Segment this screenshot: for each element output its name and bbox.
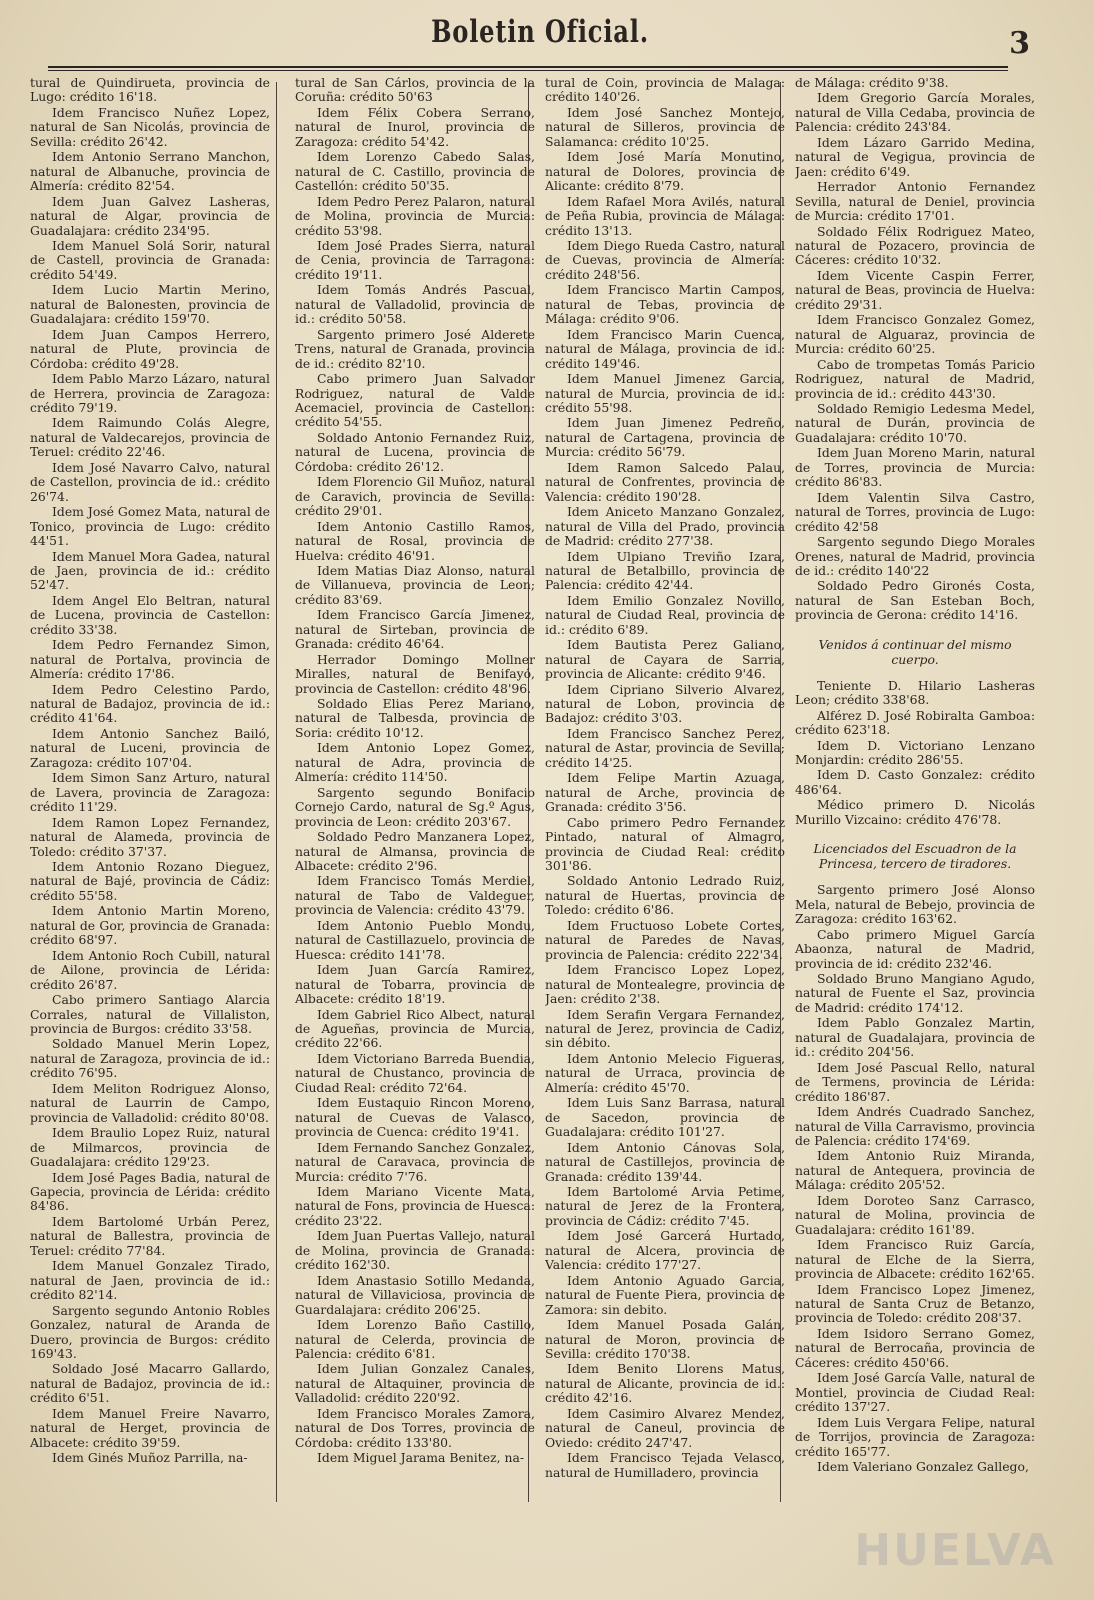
roster-entry: Idem José Pages Badia, natural de Gapecia, provincia de Lérida: crédito 84'86. [30,1169,270,1214]
roster-entry: Idem Cipriano Silverio Alvarez, natural de Lobon, provincia de Badajoz: crédito 3'03. [545,681,785,726]
roster-entry: tural de Coin, provincia de Malaga: crédito 140'26. [545,76,785,105]
page-number: 3 [1009,26,1030,61]
roster-entry: Idem Luis Vergara Felipe, natural de Torrijos, provincia de Zaragoza: crédito 165'77. [795,1414,1035,1459]
roster-entry: Idem Doroteo Sanz Carrasco, natural de Molina, provincia de Guadalajara: crédito 161'89. [795,1192,1035,1237]
roster-entry: Idem Vicente Caspin Ferrer, natural de Beas, provincia de Huelva: crédito 29'31. [795,267,1035,312]
roster-entry: Idem Manuel Mora Gadea, natural de Jaen, provincia de id.: crédito 52'47. [30,548,270,593]
roster-entry: Idem Juan Jimenez Pedreño, natural de Cartagena, provincia de Murcia: crédito 56'79. [545,415,785,460]
roster-entry: Idem Francisco Morales Zamora, natural de Dos Torres, provincia de Córdoba: crédito 133'80. [295,1405,535,1450]
roster-entry: Idem Matias Diaz Alonso, natural de Villanueva, provincia de Leon; crédito 83'69. [295,562,535,607]
roster-entry: Idem Braulio Lopez Ruiz, natural de Milmarcos, provincia de Guadalajara: crédito 129'23. [30,1125,270,1170]
roster-entry: Cabo primero Miguel García Abaonza, natural de Madrid, provincia de id: crédito 232'46. [795,926,1035,971]
section-heading: Venidos á continuar del mismo cuerpo. [818,636,1012,667]
roster-entry: Alférez D. José Robiralta Gamboa: crédito 623'18. [795,707,1035,738]
roster-entry: Cabo primero Santiago Alarcia Corrales, natural de Villaliston, provincia de Burgos: crédito 33'58. [30,992,270,1036]
roster-entry: Soldado Pedro Manzanera Lopez, natural de Almansa, provincia de Albacete: crédito 2'96. [295,829,535,874]
roster-entry: Idem Valeriano Gonzalez Gallego, [817,1458,1029,1474]
roster-entry: Idem Antonio Ruiz Miranda, natural de Antequera, provincia de Málaga: crédito 205'52. [795,1148,1035,1193]
roster-entry: tural de San Cárlos, provincia de la Coruña: crédito 50'63 [295,76,535,105]
roster-entry: Soldado José Macarro Gallardo, natural de Badajoz, provincia de id.: crédito 6'51. [30,1361,270,1406]
roster-entry: Idem Francisco Lopez Lopez, natural de Montealegre, provincia de Jaen: crédito 2'38. [545,962,785,1007]
roster-entry: Idem Antonio Roch Cubill, natural de Ailone, provincia de Lérida: crédito 26'87. [30,947,270,992]
text-column-2 [295,76,535,1516]
roster-entry: Idem Ulpiano Treviño Izara, natural de Betalbillo, provincia de Palencia: crédito 42'44. [545,548,785,593]
roster-entry: Idem Fructuoso Lobete Cortes, natural de Paredes de Navas, provincia de Palencia: crédito 222'34. [545,917,785,962]
roster-entry: Idem Antonio Rozano Dieguez, natural de Bajé, provincia de Cádiz: crédito 55'58. [30,859,270,903]
roster-entry: Idem José Pascual Rello, natural de Termens, provincia de Lérida: crédito 186'87. [795,1059,1035,1104]
roster-entry: Idem Antonio Sanchez Bailó, natural de Luceni, provincia de Zaragoza: crédito 107'04. [30,725,270,770]
roster-entry: Idem Serafin Vergara Fernandez, natural de Jerez, provincia de Cadiz, sin débito. [545,1006,785,1051]
roster-entry: Idem José García Valle, natural de Montiel, provincia de Ciudad Real: crédito 137'27. [795,1370,1035,1415]
roster-entry: Idem José Sanchez Montejo, natural de Silleros, provincia de Salamanca: crédito 10'25. [545,104,785,149]
roster-entry: Herrador Antonio Fernandez Sevilla, natural de Deniel, provincia de Murcia: crédito 17'01. [795,179,1035,224]
roster-entry: Idem Fernando Sanchez Gonzalez, natural de Caravaca, provincia de Murcia: crédito 7'76. [295,1139,535,1184]
roster-entry: Idem Victoriano Barreda Buendia, natural de Chustanco, provincia de Ciudad Real: crédito 72'64. [295,1050,535,1095]
roster-entry: Idem Lorenzo Baño Castillo, natural de Celerda, provincia de Palencia: crédito 6'81. [295,1317,535,1361]
roster-entry: Soldado Manuel Merin Lopez, natural de Zaragoza, provincia de id.: crédito 76'95. [30,1036,270,1081]
roster-entry: Idem Tomás Andrés Pascual, natural de Valladolid, provincia de id.: crédito 50'58. [295,282,535,327]
roster-entry: Idem Antonio Melecio Figueras, natural de Urraca, provincia de Almería: crédito 45'70. [545,1050,785,1095]
roster-entry: Idem Juan Campos Herrero, natural de Plute, provincia de Córdoba: crédito 49'28. [30,326,270,371]
roster-entry: Idem Bartolomé Urbán Perez, natural de Ballestra, provincia de Teruel: crédito 77'84. [30,1213,270,1258]
header-rule [48,66,1008,71]
roster-entry: Soldado Antonio Fernandez Ruiz, natural de Lucena, provincia de Córdoba: crédito 26'12. [295,429,535,474]
roster-entry: Idem Francisco Martin Campos, natural de Tebas, provincia de Málaga: crédito 9'06. [545,282,785,327]
roster-entry: Soldado Pedro Gironés Costa, natural de San Esteban Boch, provincia de Gerona: crédito 14'16. [795,578,1035,623]
text-column-4 [795,76,1035,1516]
roster-entry: Idem Francisco Marin Cuenca, natural de Málaga, provincia de id.: crédito 149'46. [545,326,785,371]
roster-entry: Idem Juan Puertas Vallejo, natural de Molina, provincia de Granada: crédito 162'30. [295,1228,535,1273]
roster-entry: Idem Gregorio García Morales, natural de Villa Cedaba, provincia de Palencia: crédito 243'84. [795,90,1035,135]
roster-entry: Idem Antonio Pueblo Mondu, natural de Castillazuelo, provincia de Huesca: crédito 141'78. [295,917,535,962]
roster-entry: Idem Florencio Gil Muñoz, natural de Caravich, provincia de Sevilla: crédito 29'01. [295,474,535,519]
roster-entry: Idem Antonio Martin Moreno, natural de Gor, provincia de Granada: crédito 68'97. [30,903,270,948]
roster-entry: Idem José Prades Sierra, natural de Cenia, provincia de Tarragona: crédito 19'11. [295,237,535,282]
roster-entry: Idem José Garcerá Hurtado, natural de Alcera, provincia de Valencia: crédito 177'27. [545,1228,785,1273]
roster-entry: Idem Casimiro Alvarez Mendez, natural de Caneul, provincia de Oviedo: crédito 247'47. [545,1405,785,1450]
roster-entry: Idem Felipe Martin Azuaga, natural de Arche, provincia de Granada: crédito 3'56. [545,770,785,815]
roster-entry: Sargento segundo Diego Morales Orenes, natural de Madrid, provincia de id.: crédito 140'22 [795,534,1035,578]
roster-entry: Idem Francisco Lopez Jimenez, natural de Santa Cruz de Betanzo, provincia de Toledo: crédito 208'37. [795,1281,1035,1326]
roster-entry: de Málaga: crédito 9'38. [795,76,949,90]
roster-entry: Idem José Navarro Calvo, natural de Castellon, provincia de id.: crédito 26'74. [30,459,270,504]
roster-entry: Idem Francisco Tomás Merdiel, natural de Tabo de Valdeguer, provincia de Valencia: crédito 43'79. [295,873,535,918]
roster-entry: Idem Aniceto Manzano Gonzalez, natural de Villa del Prado, provincia de Madrid: crédito 277'38. [545,504,785,549]
roster-entry: Soldado Félix Rodriguez Mateo, natural de Pozacero, provincia de Cáceres: crédito 10'32. [795,223,1035,268]
column-divider [276,82,277,1502]
roster-entry: Idem Bautista Perez Galiano, natural de Cayara de Sarria, provincia de Alicante: crédito 9'46. [545,637,785,682]
roster-entry: Idem Raimundo Colás Alegre, natural de Valdecarejos, provincia de Teruel: crédito 22'46. [30,415,270,460]
roster-entry: Idem José Gomez Mata, natural de Tonico, provincia de Lugo: crédito 44'51. [30,504,270,549]
text-column-3 [545,76,785,1516]
roster-entry: Soldado Elias Perez Mariano, natural de Talbesda, provincia de Soria: crédito 10'12. [295,696,535,740]
roster-entry: Idem Gabriel Rico Albect, natural de Agueñas, provincia de Murcia, crédito 22'66. [295,1006,535,1051]
roster-entry: Sargento segundo Antonio Robles Gonzalez, natural de Aranda de Duero, provincia de Burgos: crédito 169'43. [30,1302,270,1361]
roster-entry: Idem Manuel Freire Navarro, natural de Herget, provincia de Albacete: crédito 39'59. [30,1405,270,1450]
roster-entry: Idem Félix Cobera Serrano, natural de Inurol, provincia de Zaragoza: crédito 54'42. [295,104,535,149]
roster-entry: Idem Manuel Solá Sorir, natural de Castell, provincia de Granada: crédito 54'49. [30,237,270,282]
roster-entry: Idem Eustaquio Rincon Moreno, natural de Cuevas de Valasco, provincia de Cuenca: crédito 19'41. [295,1095,535,1140]
roster-entry: Idem Luis Sanz Barrasa, natural de Sacedon, provincia de Guadalajara: crédito 101'27. [545,1095,785,1140]
roster-entry: Idem Francisco Nuñez Lopez, natural de San Nicolás, provincia de Sevilla: crédito 26'42. [30,104,270,149]
page-title: Boletin Oficial. [431,14,649,50]
section-heading: Licenciados del Escuadron de la Princesa, tercero de tiradores. [813,841,1017,872]
roster-entry: Idem Antonio Lopez Gomez, natural de Adra, provincia de Almería: crédito 114'50. [295,740,535,785]
roster-entry: Idem Antonio Serrano Manchon, natural de Albanuche, provincia de Almería: crédito 82'54. [30,149,270,194]
roster-entry: Idem Antonio Aguado Garcia, natural de Fuente Piera, provincia de Zamora: sin debito. [545,1272,785,1317]
roster-entry: Cabo primero Pedro Fernandez Pintado, natural of Almagro, provincia de Ciudad Real: crédito 301'86. [545,814,785,874]
roster-entry: Sargento primero José Alderete Trens, natural de Granada, provincia de id.: crédito 82'10. [295,326,535,371]
roster-entry: Idem Lorenzo Cabedo Salas, natural de C. Castillo, provincia de Castellón: crédito 50'35. [295,149,535,194]
roster-entry: Sargento primero José Alonso Mela, natural de Bebejo, provincia de Zaragoza: crédito 163'62. [795,882,1035,927]
roster-entry: Idem Francisco Tejada Velasco, natural de Humilladero, provincia [545,1450,785,1480]
roster-entry: Idem Francisco Ruiz García, natural de Elche de la Sierra, provincia de Albacete: crédito 162'65. [795,1237,1035,1282]
roster-entry: Idem Meliton Rodriguez Alonso, natural de Laurrin de Campo, provincia de Valladolid: crédito 80'08. [30,1080,270,1125]
roster-entry: Soldado Bruno Mangiano Agudo, natural de Fuente el Saz, provincia de Madrid: crédito 174'12. [795,971,1035,1015]
roster-entry: Cabo de trompetas Tomás Paricio Rodriguez, natural de Madrid, provincia de id.: crédito 443'30. [795,356,1035,401]
roster-entry: Idem Bartolomé Arvia Petime, natural de Jerez de la Frontera, provincia de Cádiz: crédito 7'45. [545,1183,785,1228]
roster-entry: Idem Pablo Marzo Lázaro, natural de Herrera, provincia de Zaragoza: crédito 79'19. [30,371,270,415]
roster-entry: Idem Ramon Salcedo Palau, natural de Confrentes, provincia de Valencia: crédito 190'28. [545,459,785,504]
archive-watermark [856,1496,1056,1576]
roster-entry: Idem Antonio Castillo Ramos, natural de Rosal, provincia de Huelva: crédito 46'91. [295,518,535,563]
roster-entry: Soldado Remigio Ledesma Medel, natural de Durán, provincia de Guadalajara: crédito 10'70. [795,400,1035,445]
roster-entry: Idem Juan García Ramirez, natural de Tobarra, provincia de Albacete: crédito 18'19. [295,962,535,1007]
roster-entry: Idem Manuel Jimenez Garcia, natural de Murcia, provincia de id.: crédito 55'98. [545,371,785,415]
watermark-text: HUELVA [854,1525,1056,1576]
roster-entry: Idem Juan Galvez Lasheras, natural de Algar, provincia de Guadalajara: crédito 234'95. [30,193,270,238]
roster-entry: Idem Lázaro Garrido Medina, natural de Vegigua, provincia de Jaen: crédito 6'49. [795,134,1035,179]
roster-entry: Idem Francisco Sanchez Perez, natural de Astar, provincia de Sevilla; crédito 14'25. [545,725,785,770]
roster-entry: Idem Valentin Silva Castro, natural de Torres, provincia de Lugo: crédito 42'58 [795,489,1035,534]
roster-entry: Idem José María Monutino, natural de Dolores, provincia de Alicante: crédito 8'79. [545,149,785,194]
roster-entry: Idem Simon Sanz Arturo, natural de Lavera, provincia de Zaragoza: crédito 11'29. [30,770,270,815]
roster-entry: Sargento segundo Bonifacio Cornejo Cardo, natural de Sg.º Agus, provincia de Leon: crédito 203'67. [295,784,535,829]
roster-entry: Cabo primero Juan Salvador Rodriguez, natural de Valde Acemaciel, provincia de Castellon: crédito 54'55. [295,371,535,430]
roster-entry: Idem Manuel Gonzalez Tirado, natural de Jaen, provincia de id.: crédito 82'14. [30,1258,270,1303]
roster-entry: Idem Juan Moreno Marin, natural de Torres, provincia de Murcia: crédito 86'83. [795,445,1035,490]
roster-entry: Soldado Antonio Ledrado Ruiz, natural de Huertas, provincia de Toledo: crédito 6'86. [545,873,785,918]
roster-entry: Idem Mariano Vicente Mata, natural de Fons, provincia de Huesca: crédito 23'22. [295,1183,535,1228]
roster-entry: Idem Antonio Cánovas Sola, natural de Castillejos, provincia de Granada: crédito 139'44. [545,1139,785,1184]
roster-entry: Idem Benito Llorens Matus, natural de Alicante, provincia de id.: crédito 42'16. [545,1361,785,1406]
roster-entry: Idem Emilio Gonzalez Novillo, natural de Ciudad Real, provincia de id.: crédito 6'89. [545,592,785,637]
roster-entry: Idem Pablo Gonzalez Martin, natural de Guadalajara, provincia de id.: crédito 204'56. [795,1015,1035,1060]
roster-entry: Teniente D. Hilario Lasheras Leon; crédito 338'68. [795,677,1035,708]
roster-entry: Idem Isidoro Serrano Gomez, natural de Berrocaña, provincia de Cáceres: crédito 450'66. [795,1325,1035,1370]
roster-entry: Herrador Domingo Mollner Miralles, natural de Benifayó, provincia de Castellon: crédito 48'96. [295,651,535,696]
roster-entry: Médico primero D. Nicolás Murillo Vizcaino: crédito 476'78. [795,797,1035,827]
roster-entry: Idem Pedro Celestino Pardo, natural de Badajoz, provincia de id.: crédito 41'64. [30,681,270,726]
roster-entry: Idem Pedro Fernandez Simon, natural de Portalva, provincia de Almería: crédito 17'86. [30,637,270,682]
roster-entry: Idem Rafael Mora Avilés, natural de Peña Rubia, provincia de Málaga: crédito 13'13. [545,193,785,238]
roster-entry: Idem Angel Elo Beltran, natural de Lucena, provincia de Castellon: crédito 33'38. [30,592,270,637]
roster-entry: Idem Pedro Perez Palaron, natural de Molina, provincia de Murcia: crédito 53'98. [295,193,535,238]
roster-entry: Idem Diego Rueda Castro, natural de Cuevas, provincia de Almería: crédito 248'56. [545,237,785,282]
roster-entry: tural de Quindirueta, provincia de Lugo: crédito 16'18. [30,76,270,105]
roster-entry: Idem Francisco Gonzalez Gomez, natural de Alguaraz, provincia de Murcia: crédito 60'25. [795,312,1035,357]
roster-entry: Idem Manuel Posada Galán, natural de Moron, provincia de Sevilla: crédito 170'38. [545,1317,785,1361]
roster-entry: Idem Anastasio Sotillo Medanda, natural de Villaviciosa, provincia de Guardalajara: crédito 206'25. [295,1272,535,1317]
roster-entry: Idem Julian Gonzalez Canales, natural de Altaquiner, provincia de Valladolid: crédito 220'92. [295,1361,535,1406]
roster-entry: Idem D. Victoriano Lenzano Monjardin: crédito 286'55. [795,737,1035,768]
roster-entry: Idem Lucio Martin Merino, natural de Balonesten, provincia de Guadalajara: crédito 159'70. [30,282,270,327]
roster-entry: Idem Miguel Jarama Benitez, na- [317,1450,525,1466]
roster-entry: Idem Francisco García Jimenez, natural de Sirteban, provincia de Granada: crédito 46'64. [295,607,535,652]
text-column-1 [30,76,270,1516]
roster-entry: Idem Ramon Lopez Fernandez, natural de Alameda, provincia de Toledo: crédito 37'37. [30,814,270,859]
roster-entry: Idem Ginés Muñoz Parrilla, na- [52,1450,248,1466]
roster-entry: Idem Andrés Cuadrado Sanchez, natural de Villa Carravismo, provincia de Palencia: crédito 174'69. [795,1104,1035,1148]
roster-entry: Idem D. Casto Gonzalez: crédito 486'64. [795,767,1035,797]
